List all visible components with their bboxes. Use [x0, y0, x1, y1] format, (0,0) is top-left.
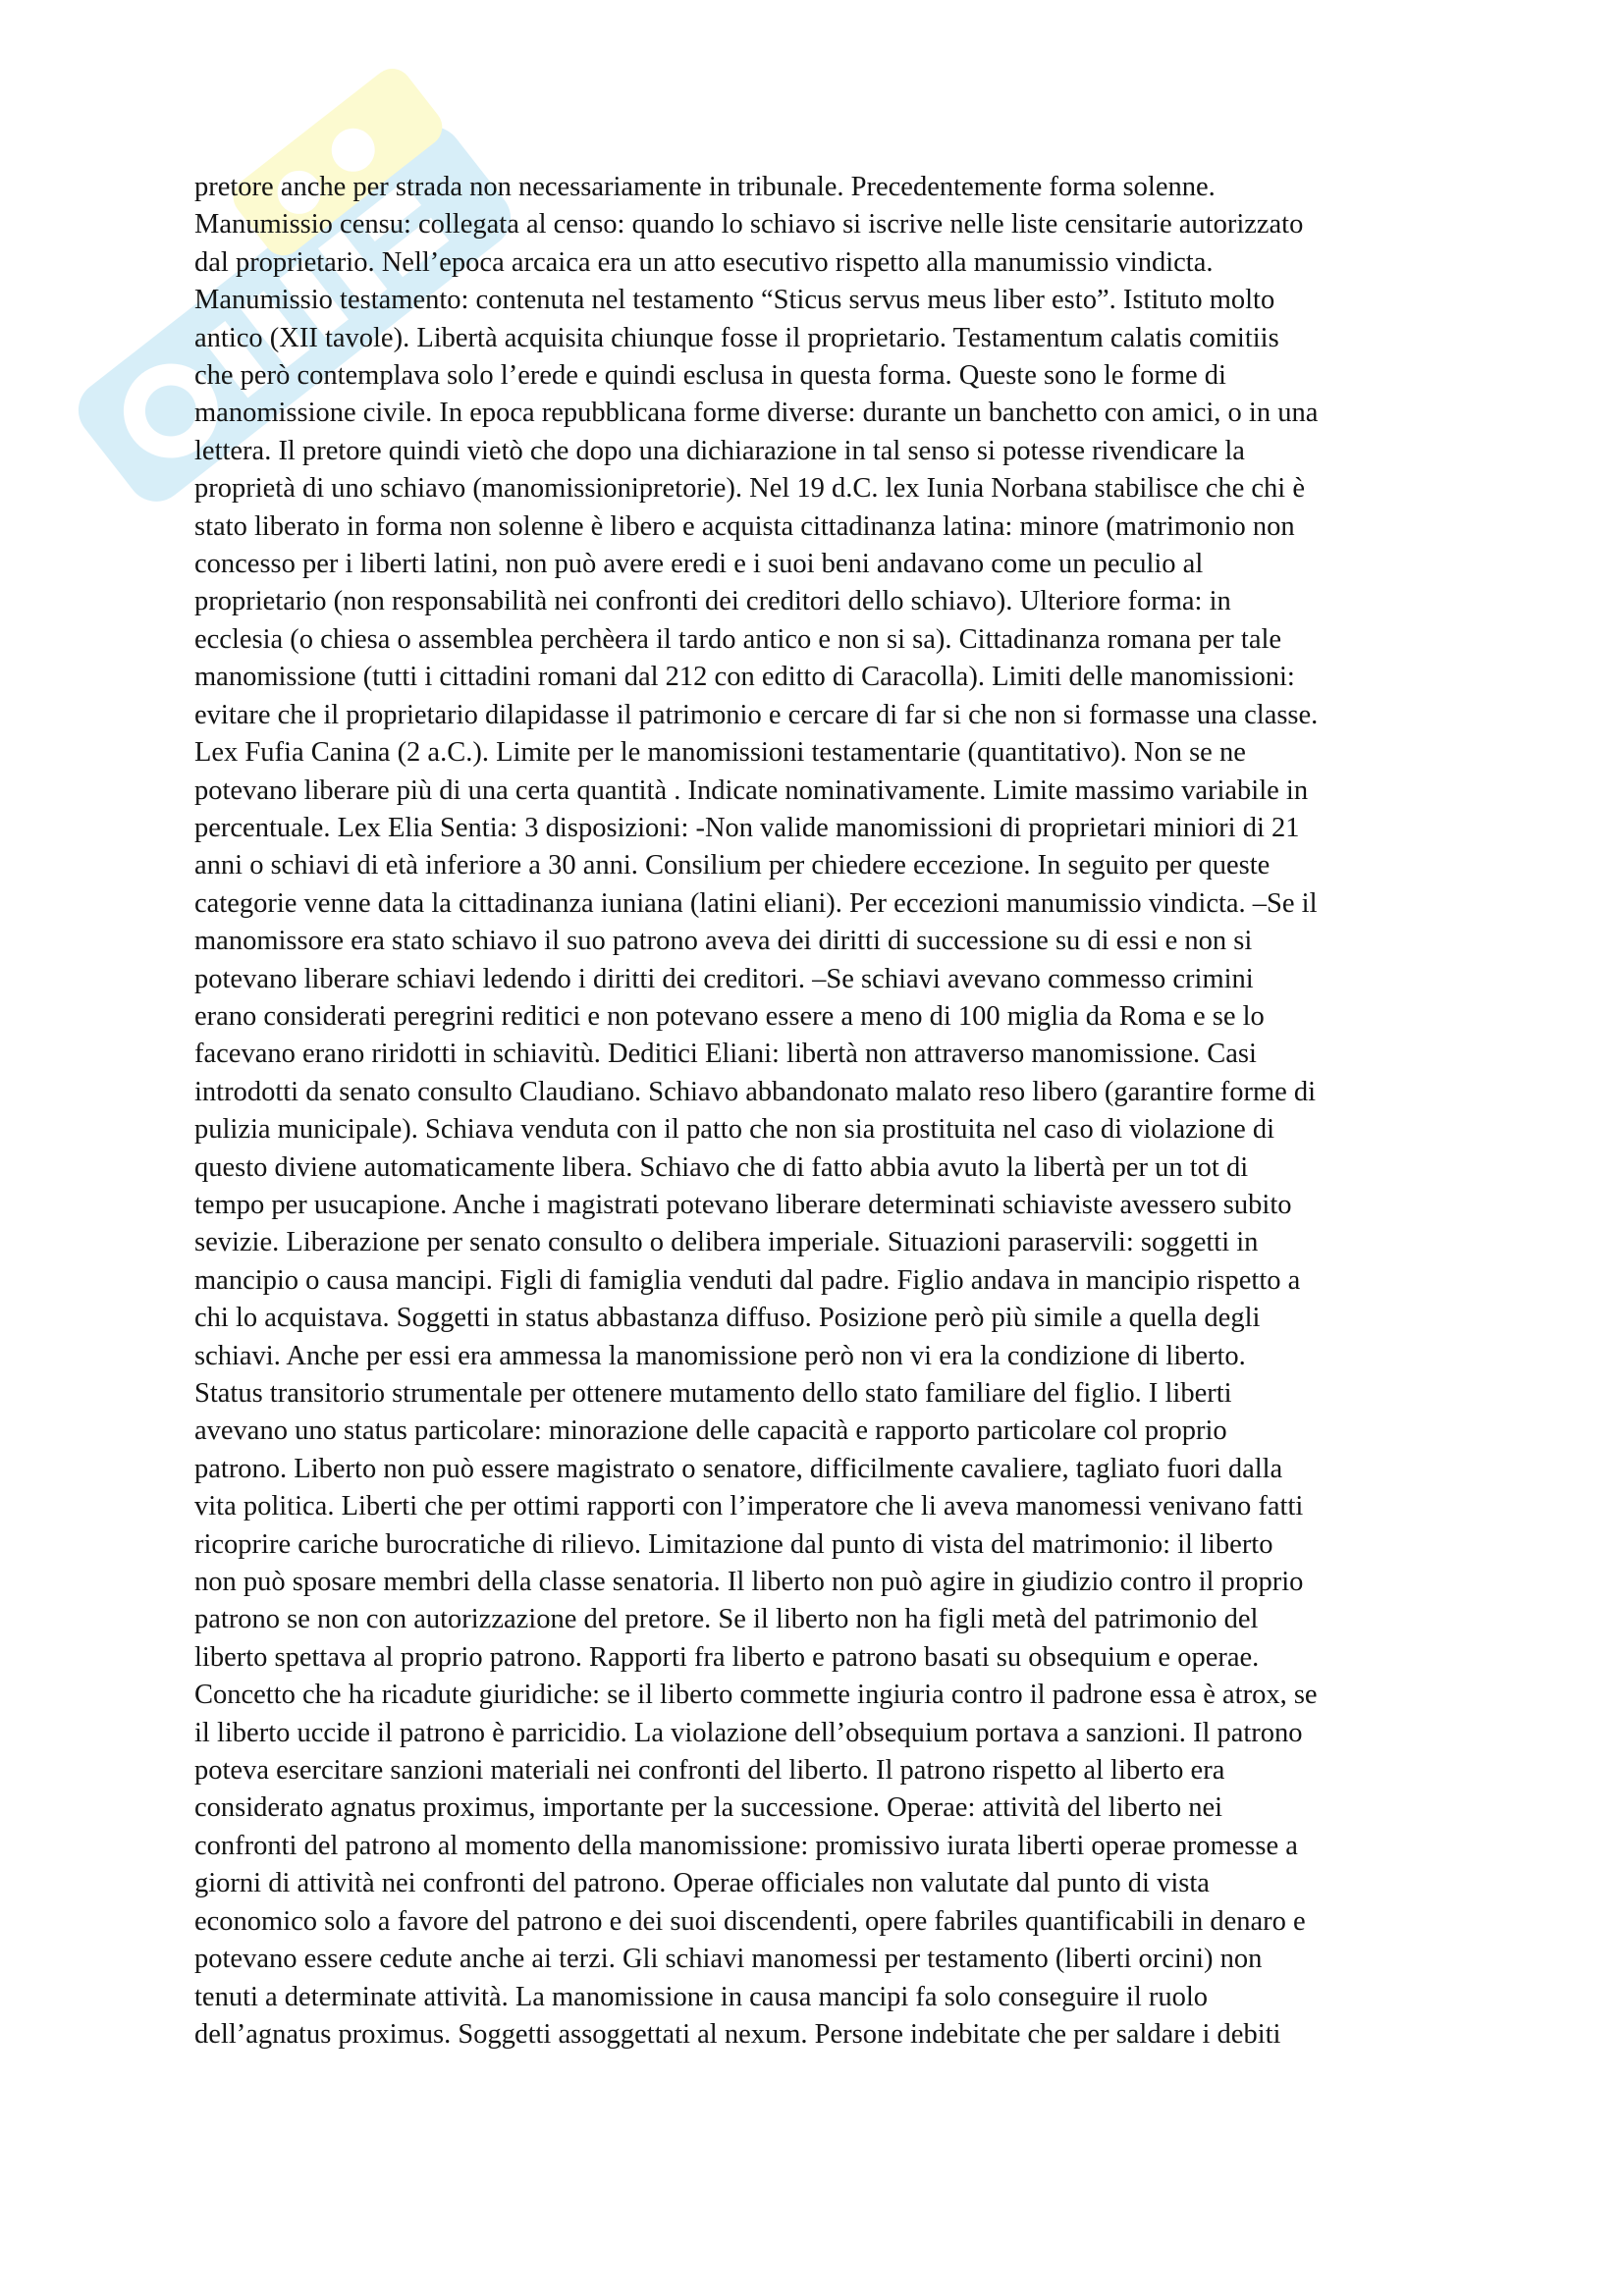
text-line: Concetto che ha ricadute giuridiche: se il liberto commette ingiuria contro il padrone essa è atrox, se [194, 1680, 1318, 1711]
text-line: il liberto uccide il patrono è parricidio. La violazione dell’obsequium portava a sanzioni. Il patrono [194, 1717, 1303, 1748]
document-body-text [194, 169, 1471, 2054]
text-line: patrono se non con autorizzazione del pretore. Se il liberto non ha figli metà del patrimonio del [194, 1604, 1259, 1635]
text-line: giorni di attività nei confronti del patrono. Operae officiales non valutate dal punto di vista [194, 1868, 1210, 1899]
text-line: non può sposare membri della classe senatoria. Il liberto non può agire in giudizio contro il proprio [194, 1567, 1304, 1598]
text-line: sevizie. Liberazione per senato consulto o delibera imperiale. Situazioni paraservili: soggetti in [194, 1227, 1259, 1258]
text-line: considerato agnatus proximus, importante per la successione. Operae: attività del liberto nei [194, 1792, 1223, 1824]
text-line: che però contemplava solo l’erede e quindi esclusa in questa forma. Queste sono le forme di [194, 360, 1226, 392]
text-line: Manumissio testamento: contenuta nel testamento “Sticus servus meus liber esto”. Istituto molto [194, 285, 1275, 316]
text-line: pulizia municipale). Schiava venduta con il patto che non sia prostituita nel caso di violazione di [194, 1114, 1275, 1146]
text-line: dal proprietario. Nell’epoca arcaica era un atto esecutivo rispetto alla manumissio vindicta. [194, 246, 1214, 278]
text-line: manomissione (tutti i cittadini romani dal 212 con editto di Caracolla). Limiti delle manomissioni: [194, 662, 1295, 693]
text-line: patrono. Liberto non può essere magistrato o senatore, difficilmente cavaliere, tagliato fuori dalla [194, 1453, 1283, 1484]
text-line: anni o schiavi di età inferiore a 30 anni. Consilium per chiedere eccezione. In seguito per queste [194, 850, 1271, 881]
text-line: avevano uno status particolare: minorazione delle capacità e rapporto particolare col proprio [194, 1415, 1227, 1447]
text-line: confronti del patrono al momento della manomissione: promissivo iurata liberti operae promesse a [194, 1830, 1298, 1861]
text-line: economico solo a favore del patrono e dei suoi discendenti, opere fabriles quantificabili in denaro e [194, 1905, 1306, 1937]
text-line: proprietario (non responsabilità nei confronti dei creditori dello schiavo). Ulteriore forma: in [194, 586, 1231, 617]
text-line: tenuti a determinate attività. La manomissione in causa mancipi fa solo conseguire il ruolo [194, 1981, 1209, 2012]
text-line: dell’agnatus proximus. Soggetti assoggettati al nexum. Persone indebitate che per saldare i debiti [194, 2018, 1281, 2050]
text-line: chi lo acquistava. Soggetti in status abbastanza diffuso. Posizione però più simile a quella degli [194, 1303, 1261, 1334]
text-line: facevano erano riridotti in schiavitù. Deditici Eliani: libertà non attraverso manomissione. Casi [194, 1039, 1257, 1070]
text-line: ecclesia (o chiesa o assemblea perchèera il tardo antico e non si sa). Cittadinanza romana per tale [194, 623, 1282, 655]
text-line: lettera. Il pretore quindi vietò che dopo una dichiarazione in tal senso si potesse rivendicare la [194, 435, 1245, 466]
text-line: schiavi. Anche per essi era ammessa la manomissione però non vi era la condizione di liberto. [194, 1340, 1246, 1371]
text-line: evitare che il proprietario dilapidasse il patrimonio e cercare di far si che non si formasse una classe. [194, 699, 1319, 730]
text-line: Status transitorio strumentale per ottenere mutamento dello stato familiare del figlio. I liberti [194, 1378, 1232, 1409]
text-line: erano considerati peregrini reditici e non potevano essere a meno di 100 miglia da Roma e se lo [194, 1000, 1265, 1032]
text-line: stato liberato in forma non solenne è libero e acquista cittadinanza latina: minore (matrimonio non [194, 510, 1295, 542]
text-line: concesso per i liberti latini, non può avere eredi e i suoi beni andavano come un peculio al [194, 549, 1204, 580]
text-line: potevano essere cedute anche ai terzi. Gli schiavi manomessi per testamento (liberti orcini) non [194, 1944, 1263, 1975]
text-line: Manumissio censu: collegata al censo: quando lo schiavo si iscrive nelle liste censitarie autorizzato [194, 209, 1304, 240]
text-line: manomissione civile. In epoca repubblicana forme diverse: durante un banchetto con amici, o in una [194, 398, 1319, 429]
text-line: vita politica. Liberti che per ottimi rapporti con l’imperatore che li aveva manomessi venivano fatti [194, 1491, 1304, 1522]
text-line: poteva esercitare sanzioni materiali nei confronti del liberto. Il patrono rispetto al liberto era [194, 1755, 1225, 1787]
text-line: questo diviene automaticamente libera. Schiavo che di fatto abbia avuto la libertà per un tot di [194, 1151, 1249, 1183]
text-line: potevano liberare schiavi ledendo i diritti dei creditori. –Se schiavi avevano commesso crimini [194, 963, 1254, 994]
text-line: proprietà di uno schiavo (manomissionipretorie). Nel 19 d.C. lex Iunia Norbana stabilisce che chi è [194, 473, 1305, 505]
text-line: liberto spettava al proprio patrono. Rapporti fra liberto e patrono basati su obsequium e operae. [194, 1641, 1260, 1673]
text-line: antico (XII tavole). Libertà acquisita chiunque fosse il proprietario. Testamentum calatis comitiis [194, 322, 1279, 353]
text-line: Lex Fufia Canina (2 a.C.). Limite per le manomissioni testamentarie (quantitativo). Non se ne [194, 737, 1246, 769]
text-line: tempo per usucapione. Anche i magistrati potevano liberare determinati schiaviste avessero subito [194, 1189, 1292, 1220]
text-line: categorie venne data la cittadinanza iuniana (latini eliani). Per eccezioni manumissio vindicta. –Se il [194, 887, 1318, 919]
text-line: introdotti da senato consulto Claudiano. Schiavo abbandonato malato reso libero (garantire forme di [194, 1076, 1317, 1107]
text-line: percentuale. Lex Elia Sentia: 3 disposizioni: -Non valide manomissioni di proprietari miniori di 21 [194, 812, 1300, 843]
text-line: manomissore era stato schiavo il suo patrono aveva dei diritti di successione su di essi e non si [194, 926, 1253, 957]
text-line: pretore anche per strada non necessariamente in tribunale. Precedentemente forma solenne. [194, 172, 1216, 202]
text-line: ricoprire cariche burocratiche di rilievo. Limitazione dal punto di vista del matrimonio: il liberto [194, 1528, 1273, 1560]
text-line: potevano liberare più di una certa quantità . Indicate nominativamente. Limite massimo variabile in [194, 774, 1309, 806]
text-line: mancipio o causa mancipi. Figli di famiglia venduti dal padre. Figlio andava in mancipio rispetto a [194, 1264, 1301, 1296]
